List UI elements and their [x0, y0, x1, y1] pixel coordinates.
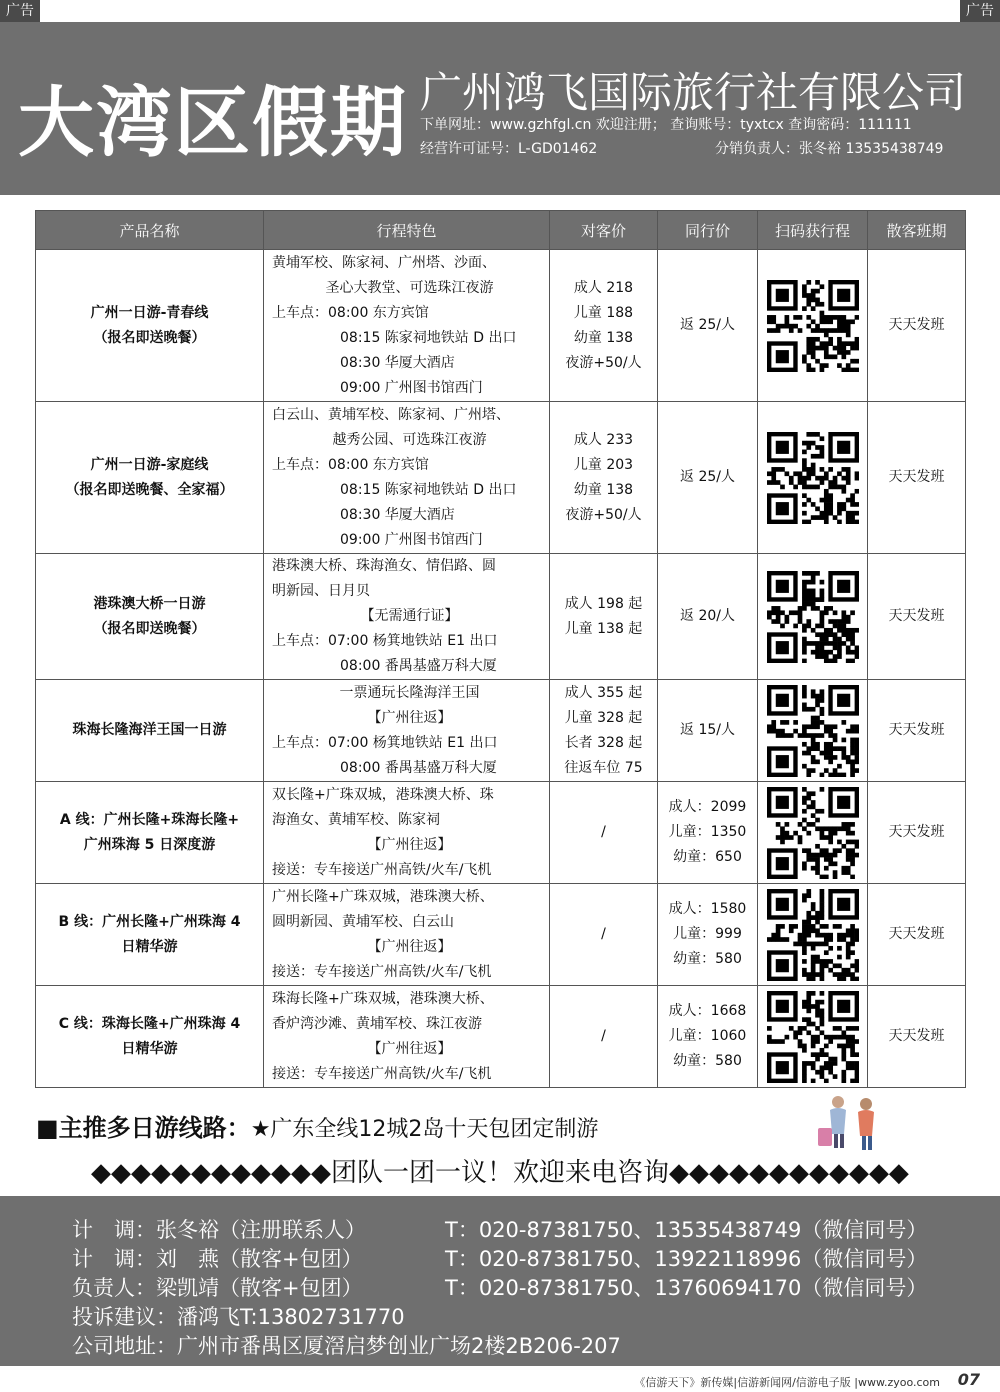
client-price-cell	[550, 402, 658, 554]
client-price-cell	[550, 680, 658, 782]
qr-cell	[758, 554, 868, 680]
feature-line: 08:15 陈家祠地铁站 D 出口	[340, 481, 517, 498]
client-price-cell	[550, 986, 658, 1088]
features-cell	[264, 680, 550, 782]
feature-line: 【无需通行证】	[360, 608, 459, 624]
peer-price-line: 成人：1668	[668, 1003, 747, 1019]
company-name: 广州鸿飞国际旅行社有限公司	[420, 68, 967, 117]
product-name-cell	[36, 402, 264, 554]
promo-line	[36, 1108, 598, 1143]
product-name-line: 珠海长隆海洋王国一日游	[72, 722, 227, 738]
contact-role-3: 负责人：梁凯靖（散客+包团）	[72, 1276, 363, 1300]
table-row	[36, 680, 966, 782]
bottom-strip	[0, 1366, 1000, 1392]
client-price-line: 幼童 138	[573, 329, 634, 346]
peer-price-line: 儿童：999	[673, 926, 742, 942]
order-info: 下单网址：www.gzhfgl.cn 欢迎注册； 查询账号：tyxtcx 查询密码：111111	[420, 117, 912, 133]
peer-price-line: 返 20/人	[680, 608, 735, 624]
product-name-line: 港珠澳大桥一日游	[93, 595, 206, 612]
feature-line: 08:00 番禺基盛万科大厦	[340, 658, 497, 674]
product-name-line: 广州珠海 5 日深度游	[83, 836, 216, 853]
client-price-line: 成人 233	[573, 431, 634, 448]
qr-cell	[758, 402, 868, 554]
features-cell	[264, 402, 550, 554]
schedule-cell: 天天发班	[868, 250, 966, 402]
publication-credit: 《信游天下》新传媒|信游新闻网/信游电子版 |www.zyoo.com	[634, 1376, 940, 1389]
schedule-cell: 天天发班	[868, 986, 966, 1088]
feature-line: 08:00 番禺基盛万科大厦	[340, 759, 497, 776]
qr-cell	[758, 782, 868, 884]
client-price-cell	[550, 250, 658, 402]
qr-code-icon[interactable]	[767, 685, 859, 777]
license-number: 经营许可证号：L-GD01462	[420, 141, 598, 157]
feature-line: 09:00 广州图书馆西门	[340, 379, 483, 396]
feature-line: 08:30 华厦大酒店	[340, 354, 455, 371]
peer-price-line: 返 25/人	[680, 317, 735, 333]
product-name-cell	[36, 680, 264, 782]
client-price-cell	[550, 782, 658, 884]
client-price-line: 成人 355 起	[564, 684, 643, 701]
product-name-line: 广州一日游-青春线	[90, 304, 209, 321]
feature-line: 黄埔军校、陈家祠、广州塔、沙面、	[272, 254, 496, 271]
table-row	[36, 782, 966, 884]
feature-line: 09:00 广州图书馆西门	[340, 531, 483, 548]
schedule-cell: 天天发班	[868, 554, 966, 680]
table-row	[36, 986, 966, 1088]
header-banner	[0, 22, 1000, 195]
client-price-line: 长者 328 起	[564, 734, 643, 751]
col-header-features: 行程特色	[264, 211, 550, 250]
qr-code-icon[interactable]	[767, 787, 859, 879]
qr-cell	[758, 680, 868, 782]
qr-cell	[758, 986, 868, 1088]
qr-code-icon[interactable]	[767, 432, 859, 524]
client-price-line: 往返车位 75	[564, 759, 643, 776]
col-header-qr: 扫码获行程	[758, 211, 868, 250]
client-price-cell	[550, 884, 658, 986]
product-name-cell	[36, 986, 264, 1088]
schedule-cell: 天天发班	[868, 402, 966, 554]
peer-price-line: 成人：2099	[668, 799, 747, 815]
client-price-line: 成人 218	[573, 279, 634, 296]
feature-line: 【广州往返】	[367, 836, 452, 853]
travelers-illustration	[810, 1092, 890, 1154]
ad-tag-right: 广告	[960, 0, 1000, 22]
client-price-line: 儿童 188	[573, 304, 634, 321]
company-address: 公司地址：广州市番禺区厦滘启梦创业广场2楼2B206-207	[72, 1334, 621, 1358]
product-name-line: A 线：广州长隆+珠海长隆+	[59, 811, 240, 828]
feature-line: 珠海长隆+广珠双城，港珠澳大桥、	[272, 990, 494, 1007]
table-header-row	[36, 211, 966, 250]
feature-line: 接送：专车接送广州高铁/火车/飞机	[272, 1065, 492, 1082]
features-cell	[264, 554, 550, 680]
peer-price-cell	[658, 554, 758, 680]
promo-text: ★广东全线12城2岛十天包团定制游	[250, 1117, 599, 1142]
peer-price-line: 幼童：580	[673, 951, 742, 967]
contact-role-2: 计 调：刘 燕（散客+包团）	[72, 1247, 363, 1271]
product-name-line: （报名即送晚餐）	[93, 620, 206, 637]
feature-line: 圣心大教堂、可选珠江夜游	[325, 279, 494, 296]
contact-phone-3: T：020-87381750、13760694170（微信同号）	[445, 1276, 928, 1300]
peer-price-cell	[658, 250, 758, 402]
feature-line: 一票通玩长隆海洋王国	[339, 684, 480, 701]
peer-price-line: 幼童：580	[673, 1053, 742, 1069]
product-name-line: C 线：珠海长隆+广州珠海 4	[58, 1015, 241, 1032]
qr-code-icon[interactable]	[767, 280, 859, 372]
peer-price-cell	[658, 782, 758, 884]
peer-price-line: 儿童：1060	[668, 1028, 747, 1044]
col-header-product: 产品名称	[36, 211, 264, 250]
slogan: ◆◆◆◆◆◆◆◆◆◆◆◆团队一团一议！欢迎来电咨询◆◆◆◆◆◆◆◆◆◆◆◆	[91, 1158, 909, 1188]
table-row	[36, 402, 966, 554]
distribution-contact: 分销负责人：张冬裕 13535438749	[715, 141, 944, 157]
col-header-schedule: 散客班期	[868, 211, 966, 250]
client-price-line: /	[601, 926, 606, 942]
product-name-line: 日精华游	[121, 938, 178, 955]
client-price-line: 成人 198 起	[564, 595, 643, 612]
qr-cell	[758, 884, 868, 986]
product-name-line: 日精华游	[121, 1040, 178, 1057]
features-cell	[264, 250, 550, 402]
feature-line: 上车点：07:00 杨箕地铁站 E1 出口	[272, 633, 498, 649]
feature-line: 接送：专车接送广州高铁/火车/飞机	[272, 861, 492, 878]
features-cell	[264, 782, 550, 884]
peer-price-cell	[658, 884, 758, 986]
contact-phone-1: T：020-87381750、13535438749（微信同号）	[445, 1218, 928, 1242]
peer-price-line: 儿童：1350	[668, 824, 747, 840]
client-price-line: 儿童 138 起	[564, 620, 643, 637]
client-price-line: 儿童 328 起	[564, 709, 643, 726]
page-number: 07	[957, 1370, 980, 1389]
feature-line: 【广州往返】	[367, 938, 452, 955]
ad-tag-left: 广告	[0, 0, 40, 22]
col-header-client-price: 对客价	[550, 211, 658, 250]
feature-line: 08:15 陈家祠地铁站 D 出口	[340, 329, 517, 346]
product-name-cell	[36, 250, 264, 402]
qr-code-icon[interactable]	[767, 571, 859, 663]
features-cell	[264, 986, 550, 1088]
contact-footer	[0, 1196, 1000, 1366]
qr-code-icon[interactable]	[767, 889, 859, 981]
feature-line: 圆明新园、黄埔军校、白云山	[272, 913, 454, 930]
client-price-line: 夜游+50/人	[565, 354, 642, 371]
client-price-line: /	[601, 1028, 606, 1044]
client-price-line: 夜游+50/人	[565, 506, 642, 523]
peer-price-line: 成人：1580	[668, 901, 747, 917]
peer-price-line: 返 25/人	[680, 469, 735, 485]
schedule-cell: 天天发班	[868, 884, 966, 986]
feature-line: 香炉湾沙滩、黄埔军校、珠江夜游	[272, 1015, 482, 1032]
feature-line: 双长隆+广珠双城，港珠澳大桥、珠	[272, 786, 494, 803]
feature-line: 08:30 华厦大酒店	[340, 506, 455, 523]
feature-line: 上车点：08:00 东方宾馆	[272, 456, 429, 473]
feature-line: 【广州往返】	[367, 1040, 452, 1057]
qr-cell	[758, 250, 868, 402]
product-name-line: B 线：广州长隆+广州珠海 4	[58, 913, 241, 930]
product-name-cell	[36, 884, 264, 986]
contact-phone-2: T：020-87381750、13922118996（微信同号）	[445, 1247, 928, 1271]
feature-line: 上车点：07:00 杨箕地铁站 E1 出口	[272, 734, 498, 751]
peer-price-line: 返 15/人	[680, 722, 735, 738]
feature-line: 白云山、黄埔军校、陈家祠、广州塔、	[272, 406, 510, 423]
table-row	[36, 884, 966, 986]
peer-price-cell	[658, 402, 758, 554]
feature-line: 【广州往返】	[367, 709, 452, 726]
qr-code-icon[interactable]	[767, 991, 859, 1083]
product-name-line: （报名即送晚餐、全家福）	[65, 481, 234, 498]
table-row	[36, 554, 966, 680]
feature-line: 广州长隆+广珠双城，港珠澳大桥、	[272, 888, 494, 905]
feature-line: 接送：专车接送广州高铁/火车/飞机	[272, 963, 492, 980]
client-price-cell	[550, 554, 658, 680]
peer-price-cell	[658, 680, 758, 782]
feature-line: 上车点：08:00 东方宾馆	[272, 304, 429, 321]
brand-title: 大湾区假期	[18, 78, 408, 167]
contact-role-1: 计 调：张冬裕（注册联系人）	[72, 1218, 366, 1242]
feature-line: 海渔女、黄埔军校、陈家祠	[272, 811, 440, 828]
complaint-line: 投诉建议：潘鸿飞T:13802731770	[72, 1305, 405, 1329]
client-price-line: 儿童 203	[573, 456, 634, 473]
promo-label: ■主推多日游线路：	[36, 1114, 251, 1142]
tour-table	[35, 210, 966, 1088]
schedule-cell: 天天发班	[868, 680, 966, 782]
schedule-cell: 天天发班	[868, 782, 966, 884]
feature-line: 越秀公园、可选珠江夜游	[332, 431, 487, 448]
client-price-line: 幼童 138	[573, 481, 634, 498]
feature-line: 明新园、日月贝	[272, 583, 370, 599]
features-cell	[264, 884, 550, 986]
peer-price-line: 幼童：650	[673, 849, 742, 865]
table-row	[36, 250, 966, 402]
feature-line: 港珠澳大桥、珠海渔女、情侣路、圆	[272, 558, 496, 574]
product-name-line: 广州一日游-家庭线	[90, 456, 209, 473]
peer-price-cell	[658, 986, 758, 1088]
product-name-cell	[36, 782, 264, 884]
product-name-cell	[36, 554, 264, 680]
client-price-line: /	[601, 824, 606, 840]
col-header-peer-price: 同行价	[658, 211, 758, 250]
product-name-line: （报名即送晚餐）	[93, 329, 206, 346]
